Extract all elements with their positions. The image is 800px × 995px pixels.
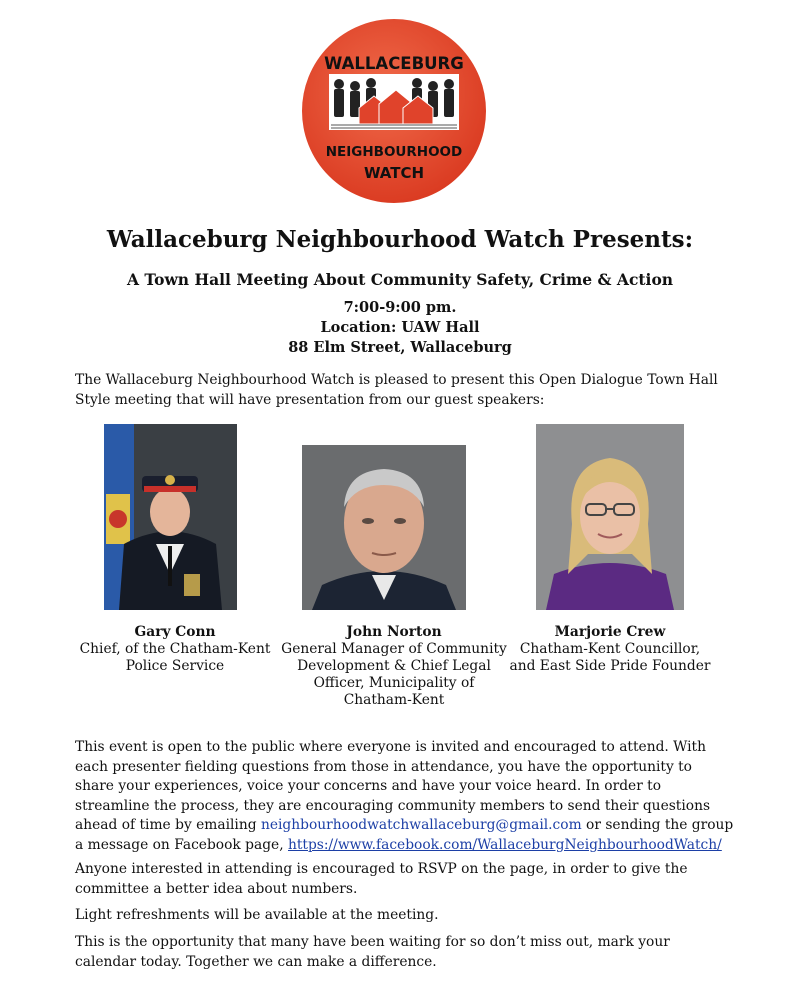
body-paragraph-1: [75, 738, 735, 855]
page-title: Wallaceburg Neighbourhood Watch Presents:: [106, 226, 694, 253]
facebook-link[interactable]: https://www.facebook.com/WallaceburgNeighbourhoodWatch/: [287, 836, 722, 853]
marjorie-crew-photo: [536, 424, 684, 610]
speaker-role-line: Chief, of the Chatham-Kent: [79, 641, 271, 657]
event-time: 7:00-9:00 pm.: [343, 299, 457, 316]
speaker-role-line: Officer, Municipality of: [313, 675, 475, 691]
body-paragraph-1-text: This event is open to the public where everyone is invited and encouraged to attend. With each presenter fielding questions from those in attendance, you have the opportunity to share your experiences, voice your concerns and have your voice heard. In order to streamline the process, they are encouraging community members to send their questions ahead of time by emailing: [75, 739, 711, 833]
logo-text-bottom-1: NEIGHBOURHOOD: [325, 144, 463, 160]
body-paragraph-2: Anyone interested in attending is encouraged to RSVP on the page, in order to give the committee a better idea about numbers.: [75, 861, 688, 897]
wallaceburg-neighbourhood-watch-logo: [299, 16, 489, 206]
logo-text-top: WALLACEBURG: [324, 54, 464, 73]
speaker-role-line: Development & Chief Legal: [297, 658, 491, 674]
gary-conn-photo: [104, 424, 237, 610]
speaker-role-line: Police Service: [125, 658, 225, 674]
speaker-marjorie-crew: [505, 624, 715, 675]
page-subtitle: A Town Hall Meeting About Community Safety, Crime & Action: [126, 270, 674, 289]
event-address: 88 Elm Street, Wallaceburg: [288, 339, 512, 356]
speaker-name: Gary Conn: [134, 624, 216, 640]
john-norton-photo: [302, 445, 466, 610]
event-location: Location: UAW Hall: [320, 319, 480, 336]
intro-paragraph: The Wallaceburg Neighbourhood Watch is pleased to present this Open Dialogue Town Hall Style meeting that will have presentation from our guest speakers:: [75, 372, 718, 408]
body-paragraph-3: Light refreshments will be available at the meeting.: [75, 907, 439, 923]
body-paragraph-1-mid: or sending the group a message on Facebook page,: [75, 817, 734, 853]
event-details: [0, 298, 800, 358]
speaker-name: Marjorie Crew: [554, 624, 666, 640]
speaker-role-line: General Manager of Community: [281, 641, 507, 657]
speaker-role-line: Chatham-Kent: [343, 692, 445, 708]
speaker-role-line: Chatham-Kent Councillor,: [519, 641, 701, 657]
logo-text-bottom-2: WATCH: [363, 164, 425, 182]
speaker-role-line: and East Side Pride Founder: [509, 658, 711, 674]
email-link[interactable]: neighbourhoodwatchwallaceburg@gmail.com: [260, 817, 582, 833]
speaker-john-norton: [279, 624, 509, 709]
body-paragraph-4: This is the opportunity that many have been waiting for so don’t miss out, mark your calendar today. Together we can make a difference.: [75, 934, 670, 970]
speaker-name: John Norton: [346, 624, 442, 640]
speaker-gary-conn: [70, 624, 280, 675]
